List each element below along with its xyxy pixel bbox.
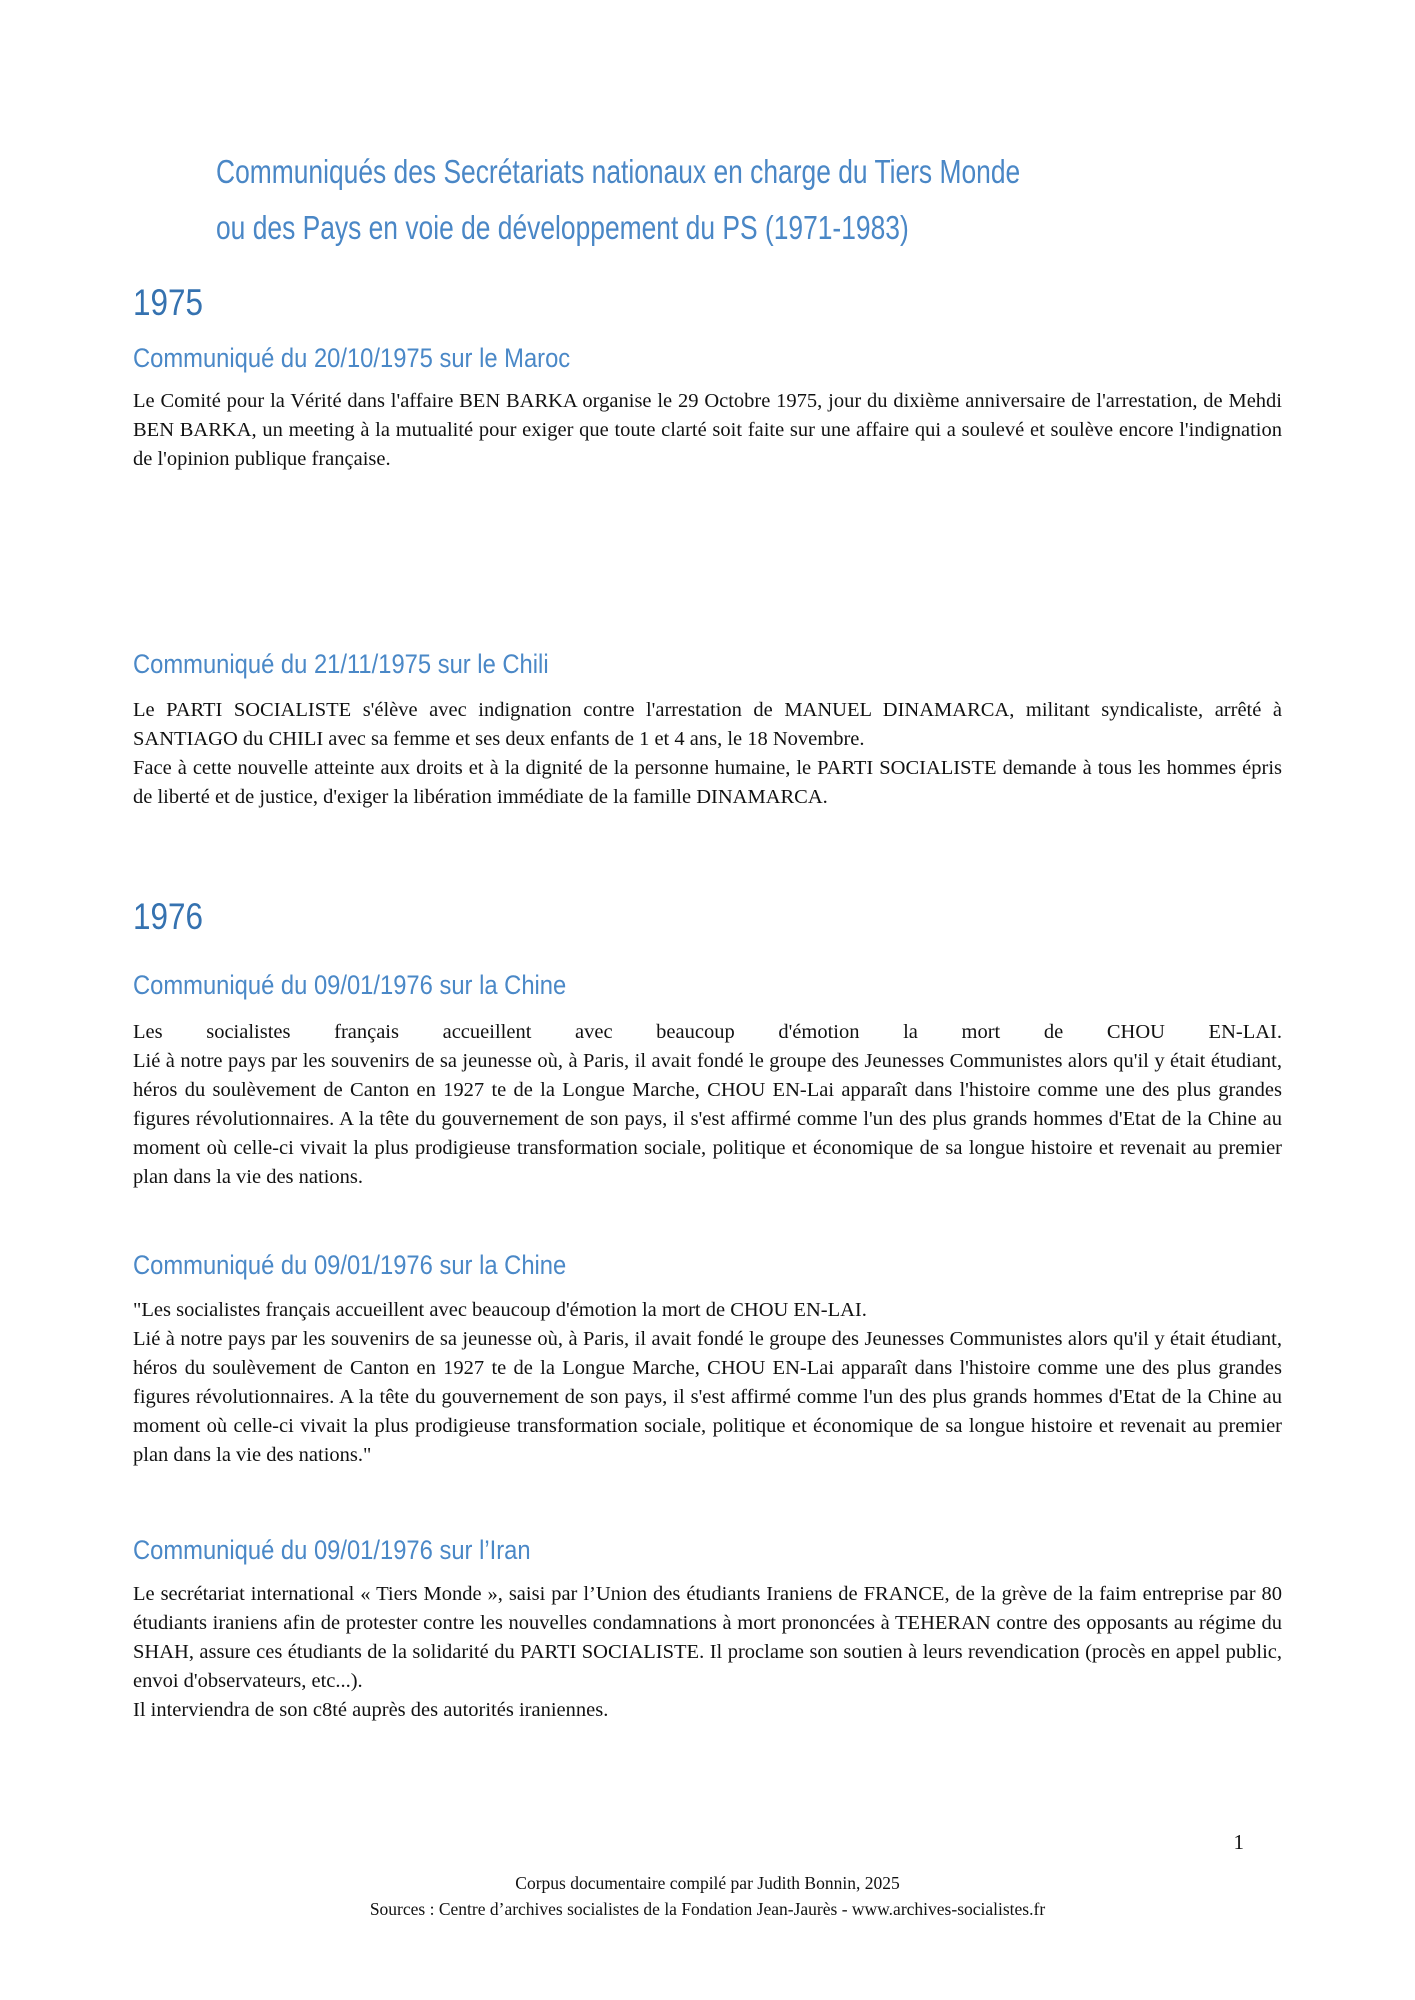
communique-body-chine-1 [133,1018,1282,1192]
paragraph: Les socialistes français accueillent avec beaucoup d'émotion la mort de CHOU EN-LAI. [133,1021,1282,1043]
section-heading-1976: 1976 [133,896,203,937]
document-title-line2: ou des Pays en voie de développement du PS (1971-1983) [216,209,909,246]
footer-credit: Corpus documentaire compilé par Judith Bonnin, 2025 [515,1873,900,1893]
communique-heading-maroc: Communiqué du 20/10/1975 sur le Maroc [133,343,571,373]
paragraph: "Les socialistes français accueillent avec beaucoup d'émotion la mort de CHOU EN-LAI. [133,1299,867,1321]
communique-body-chine-2 [133,1296,1282,1470]
paragraph: Le secrétariat international « Tiers Monde », saisi par l’Union des étudiants Iraniens de FRANCE, de la grève de la faim entreprise par 80 étudiants iraniens afin de protester contre les nouvelles condamnations à mort prononcées à TEHERAN contre des opposants au régime du SHAH, assure ces étudiants de la solidarité du PARTI SOCIALISTE. Il proclame son soutien à leurs revendication (procès en appel public, envoi d'observateurs, etc...). [133,1583,1282,1692]
paragraph: Lié à notre pays par les souvenirs de sa jeunesse où, à Paris, il avait fondé le groupe des Jeunesses Communistes alors qu'il y était étudiant, héros du soulèvement de Canton en 1927 te de la Longue Marche, CHOU EN-Lai apparaît dans l'histoire comme une des plus grandes figures révolutionnaires. A la tête du gouvernement de son pays, il s'est affirmé comme l'un des plus grands hommes d'Etat de la Chine au moment où celle-ci vivait la plus prodigieuse transformation sociale, politique et économique de sa longue histoire et revenait au premier plan dans la vie des nations. [133,1050,1282,1188]
communique-heading-chine-1: Communiqué du 09/01/1976 sur la Chine [133,970,567,1000]
section-heading-1975: 1975 [133,282,203,323]
footer-sources: Sources : Centre d’archives socialistes de la Fondation Jean-Jaurès - www.archives-socialistes.fr [369,1899,1046,1919]
communique-heading-chine-2: Communiqué du 09/01/1976 sur la Chine [133,1250,567,1280]
communique-heading-iran: Communiqué du 09/01/1976 sur l’Iran [133,1535,531,1565]
paragraph: Face à cette nouvelle atteinte aux droits et à la dignité de la personne humaine, le PARTI SOCIALISTE demande à tous les hommes épris de liberté et de justice, d'exiger la libération immédiate de la famille DINAMARCA. [133,757,1282,808]
paragraph: Lié à notre pays par les souvenirs de sa jeunesse où, à Paris, il avait fondé le groupe des Jeunesses Communistes alors qu'il y était étudiant, héros du soulèvement de Canton en 1927 te de la Longue Marche, CHOU EN-Lai apparaît dans l'histoire comme une des plus grandes figures révolutionnaires. A la tête du gouvernement de son pays, il s'est affirmé comme l'un des plus grands hommes d'Etat de la Chine au moment où celle-ci vivait la plus prodigieuse transformation sociale, politique et économique de sa longue histoire et revenait au premier plan dans la vie des nations." [133,1328,1282,1466]
paragraph: Il interviendra de son c8té auprès des autorités iraniennes. [133,1699,609,1721]
communique-body-chili [133,696,1282,812]
page-number: 1 [1233,1830,1244,1854]
communique-heading-chili: Communiqué du 21/11/1975 sur le Chili [133,649,549,679]
paragraph: Le PARTI SOCIALISTE s'élève avec indignation contre l'arrestation de MANUEL DINAMARCA, militant syndicaliste, arrêté à SANTIAGO du CHILI avec sa femme et ses deux enfants de 1 et 4 ans, le 18 Novembre. [133,699,1282,750]
communique-body-maroc [133,387,1282,474]
paragraph: Le Comité pour la Vérité dans l'affaire BEN BARKA organise le 29 Octobre 1975, jour du dixième anniversaire de l'arrestation, de Mehdi BEN BARKA, un meeting à la mutualité pour exiger que toute clarté soit faite sur une affaire qui a soulevé et soulève encore l'indignation de l'opinion publique française. [133,390,1282,470]
document-title-line1: Communiqués des Secrétariats nationaux en charge du Tiers Monde [216,153,1021,190]
communique-body-iran [133,1580,1282,1725]
